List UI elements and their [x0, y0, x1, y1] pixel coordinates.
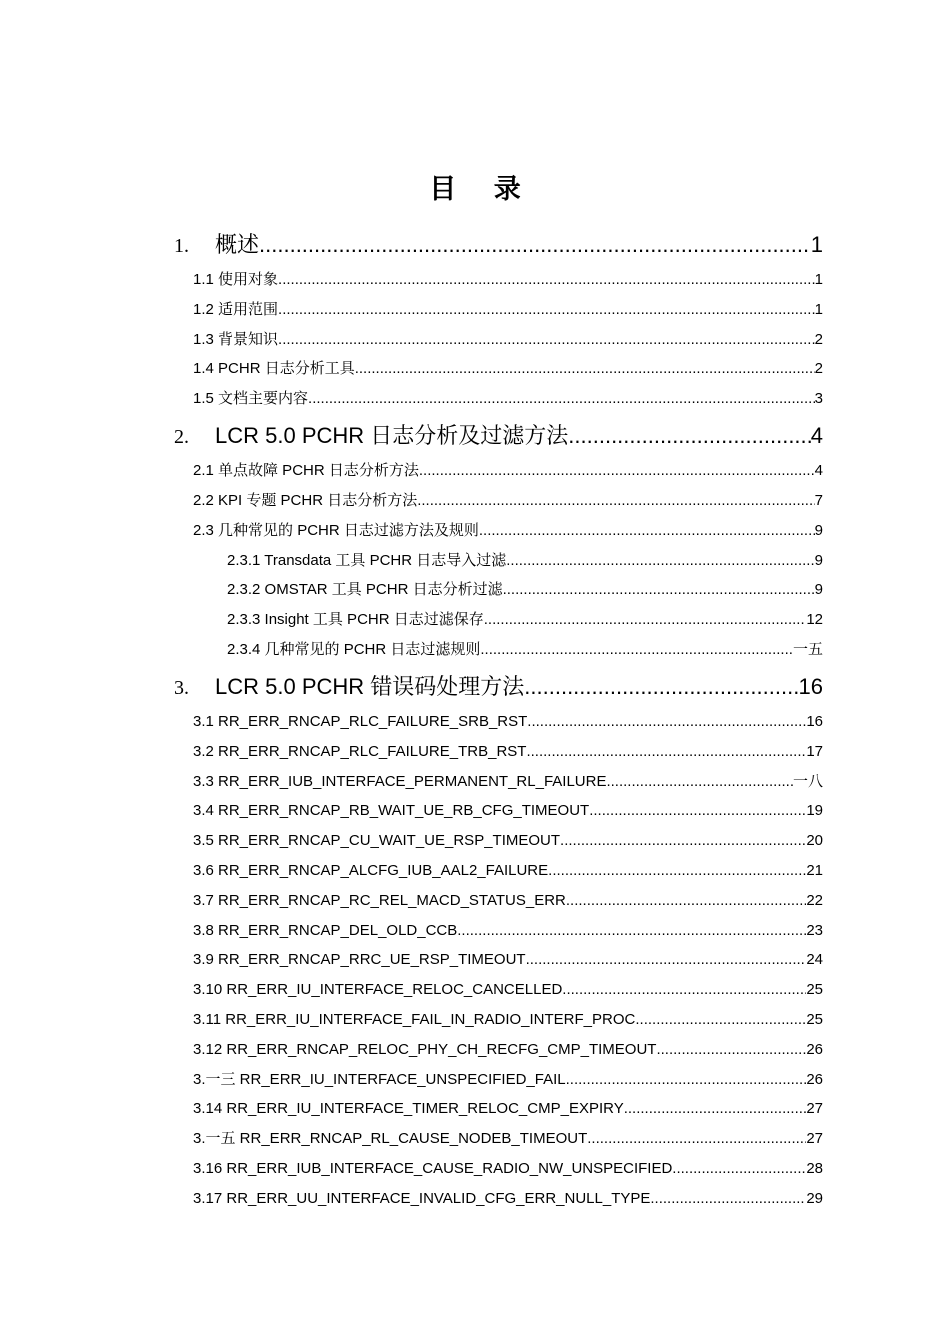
toc-dot-leader	[568, 421, 810, 451]
toc-entry-level-2[interactable]	[193, 1128, 823, 1150]
toc-entry-level-2[interactable]	[193, 299, 823, 321]
toc-entry-title: 3.16 RR_ERR_IUB_INTERFACE_CAUSE_RADIO_NW_UNSPECIFIED	[193, 1160, 673, 1177]
toc-entry-level-2[interactable]	[193, 1098, 823, 1120]
toc-entry-title: 3.8 RR_ERR_RNCAP_DEL_OLD_CCB	[193, 921, 458, 939]
toc-entry-title: 3.5 RR_ERR_RNCAP_CU_WAIT_UE_RSP_TIMEOUT	[193, 832, 561, 850]
toc-section-number: 3.	[174, 677, 189, 699]
toc-section-number: 2.	[174, 426, 189, 449]
toc-entry-title: 2.1 单点故障 PCHR 日志分析方法	[193, 462, 419, 480]
toc-entry-title: 3.17 RR_ERR_UU_INTERFACE_INVALID_CFG_ERR_NULL_TYPE	[193, 1189, 651, 1207]
toc-entry-level-2[interactable]	[193, 1069, 823, 1091]
toc-entry-title: 2.3.3 Insight 工具 PCHR 日志过滤保存	[227, 611, 484, 629]
toc-entry-title: 3.4 RR_ERR_RNCAP_RB_WAIT_UE_RB_CFG_TIMEOUT	[193, 802, 590, 820]
toc-dot-leader	[672, 1158, 806, 1180]
toc-entry-level-1[interactable]	[174, 421, 823, 451]
toc-entry-title: 3.7 RR_ERR_RNCAP_RC_REL_MACD_STATUS_ERR	[193, 891, 566, 909]
toc-entry-level-2[interactable]	[193, 711, 823, 733]
toc-dot-leader	[524, 672, 798, 702]
toc-page-number: 4	[814, 462, 823, 480]
toc-entry-level-2[interactable]	[193, 890, 823, 912]
toc-entry-level-2[interactable]	[193, 979, 823, 1001]
toc-entry-level-2[interactable]	[193, 860, 823, 882]
toc-entry-level-2[interactable]	[193, 460, 823, 482]
toc-dot-leader	[457, 920, 806, 942]
toc-dot-leader	[278, 329, 815, 351]
toc-entry-title: 概述	[215, 232, 260, 257]
toc-entry-level-3[interactable]	[227, 639, 823, 661]
toc-entry-title: 3.一五 RR_ERR_RNCAP_RL_CAUSE_NODEB_TIMEOUT	[193, 1130, 588, 1148]
toc-entry-level-2[interactable]	[193, 830, 823, 852]
toc-entry-level-2[interactable]	[193, 1009, 823, 1031]
toc-dot-leader	[606, 771, 793, 793]
toc-dot-leader	[503, 579, 815, 601]
toc-page-number: 1	[814, 300, 823, 318]
toc-page-number: 23	[806, 921, 823, 939]
toc-dot-leader	[417, 490, 814, 512]
toc-entry-title: 3.14 RR_ERR_IU_INTERFACE_TIMER_RELOC_CMP_EXPIRY	[193, 1100, 624, 1118]
toc-dot-leader	[560, 830, 806, 852]
toc-page-number: 26	[806, 1070, 823, 1088]
toc-page-number: 28	[806, 1160, 823, 1177]
toc-entry-title: 2.3.2 OMSTAR 工具 PCHR 日志分析过滤	[227, 581, 503, 599]
toc-entry-title: 2.2 KPI 专题 PCHR 日志分析方法	[193, 492, 418, 509]
toc-entry-title: 2.3.1 Transdata 工具 PCHR 日志导入过滤	[227, 551, 507, 569]
toc-page-number: 25	[806, 1011, 823, 1028]
toc-page-number: 16	[806, 713, 823, 730]
toc-entry-level-2[interactable]	[193, 388, 823, 410]
toc-page-number: 1	[810, 232, 823, 257]
toc-page-number: 27	[806, 1130, 823, 1148]
toc-entry-title: 3.2 RR_ERR_RNCAP_RLC_FAILURE_TRB_RST	[193, 742, 527, 760]
toc-dot-leader	[355, 358, 815, 380]
toc-dot-leader	[527, 711, 806, 733]
toc-dot-leader	[278, 299, 815, 321]
toc-page-number: 21	[806, 862, 823, 879]
toc-dot-leader	[259, 230, 811, 260]
toc-entry-title: 1.3 背景知识	[193, 330, 279, 348]
toc-dot-leader	[562, 979, 806, 1001]
toc-dot-leader	[587, 1128, 806, 1150]
toc-page-number: 2	[814, 360, 823, 378]
toc-dot-leader	[656, 1039, 806, 1061]
toc-dot-leader	[480, 639, 793, 661]
toc-page-number: 一五	[792, 641, 823, 658]
toc-entry-title: 3.11 RR_ERR_IU_INTERFACE_FAIL_IN_RADIO_INTERF_PROC	[193, 1011, 636, 1028]
toc-entry-title: LCR 5.0 PCHR 错误码处理方法	[215, 674, 525, 699]
toc-dot-leader	[526, 741, 806, 763]
toc-dot-leader	[308, 388, 815, 410]
toc-page-number: 一八	[792, 772, 823, 790]
toc-page-number: 12	[806, 611, 823, 629]
toc-page-number: 27	[806, 1100, 823, 1118]
toc-entry-level-2[interactable]	[193, 920, 823, 942]
toc-entry-title: 2.3.4 几种常见的 PCHR 日志过滤规则	[227, 641, 481, 658]
toc-page-number: 9	[814, 521, 823, 539]
toc-section-number: 1.	[174, 235, 189, 257]
toc-entry-level-2[interactable]	[193, 1158, 823, 1180]
toc-page-number: 9	[814, 551, 823, 569]
toc-entry-level-3[interactable]	[227, 579, 823, 601]
toc-entry-level-2[interactable]	[193, 520, 823, 542]
toc-dot-leader	[635, 1009, 806, 1031]
toc-dot-leader	[506, 550, 814, 572]
toc-entry-title: 1.2 适用范围	[193, 300, 279, 318]
toc-entry-level-2[interactable]	[193, 800, 823, 822]
toc-entry-level-1[interactable]	[174, 230, 823, 260]
toc-dot-leader	[479, 520, 815, 542]
toc-dot-leader	[589, 800, 806, 822]
toc-page-number: 17	[806, 742, 823, 760]
toc-page-number: 22	[806, 891, 823, 909]
toc-page-number: 3	[814, 390, 823, 408]
toc-entry-level-2[interactable]	[193, 269, 823, 291]
toc-page-number: 7	[814, 492, 823, 509]
toc-entry-level-2[interactable]	[193, 1039, 823, 1061]
toc-entry-level-2[interactable]	[193, 741, 823, 763]
toc-page-number: 24	[806, 951, 823, 969]
toc-entry-level-2[interactable]	[193, 949, 823, 971]
toc-page-number: 19	[806, 802, 823, 820]
toc-entry-title: 3.1 RR_ERR_RNCAP_RLC_FAILURE_SRB_RST	[193, 713, 528, 730]
toc-page-number: 20	[806, 832, 823, 850]
toc-entry-level-2[interactable]	[193, 771, 823, 793]
toc-entry-level-2[interactable]	[193, 490, 823, 512]
toc-page-number: 29	[806, 1189, 823, 1207]
toc-page-number: 9	[814, 581, 823, 599]
toc-entry-level-3[interactable]	[227, 609, 823, 631]
toc-page-number: 16	[798, 674, 823, 699]
toc-page-number: 26	[806, 1040, 823, 1058]
toc-dot-leader	[548, 860, 806, 882]
toc-entry-title: 1.4 PCHR 日志分析工具	[193, 360, 355, 378]
toc-page-number: 2	[814, 330, 823, 348]
toc-dot-leader	[566, 1069, 807, 1091]
toc-page-number: 1	[814, 271, 823, 288]
toc-entry-level-2[interactable]	[193, 1188, 823, 1210]
toc-entry-title: 3.一三 RR_ERR_IU_INTERFACE_UNSPECIFIED_FAIL	[193, 1070, 566, 1088]
toc-entry-title: LCR 5.0 PCHR 日志分析及过滤方法	[215, 423, 569, 449]
toc-dot-leader	[650, 1188, 806, 1210]
toc-entry-level-1[interactable]	[174, 672, 823, 702]
toc-dot-leader	[526, 949, 807, 971]
toc-entry-title: 3.6 RR_ERR_RNCAP_ALCFG_IUB_AAL2_FAILURE	[193, 862, 549, 879]
toc-dot-leader	[566, 890, 806, 912]
toc-entry-title: 3.9 RR_ERR_RNCAP_RRC_UE_RSP_TIMEOUT	[193, 951, 526, 969]
toc-entry-level-2[interactable]	[193, 329, 823, 351]
toc-dot-leader	[278, 269, 815, 291]
toc-entry-title: 2.3 几种常见的 PCHR 日志过滤方法及规则	[193, 521, 479, 539]
toc-page-number: 25	[806, 981, 823, 999]
toc-dot-leader	[484, 609, 807, 631]
toc-page-number: 4	[810, 423, 823, 449]
toc-dot-leader	[624, 1098, 807, 1120]
toc-entry-title: 3.12 RR_ERR_RNCAP_RELOC_PHY_CH_RECFG_CMP_TIMEOUT	[193, 1040, 657, 1058]
toc-entry-title: 1.5 文档主要内容	[193, 390, 309, 408]
toc-dot-leader	[419, 460, 815, 482]
toc-entry-title: 1.1 使用对象	[193, 271, 279, 288]
toc-entry-level-3[interactable]	[227, 550, 823, 572]
toc-entry-title: 3.3 RR_ERR_IUB_INTERFACE_PERMANENT_RL_FAILURE	[193, 772, 607, 790]
toc-title: 目 录	[429, 174, 535, 205]
toc-entry-title: 3.10 RR_ERR_IU_INTERFACE_RELOC_CANCELLED	[193, 981, 563, 999]
toc-entry-level-2[interactable]	[193, 358, 823, 380]
